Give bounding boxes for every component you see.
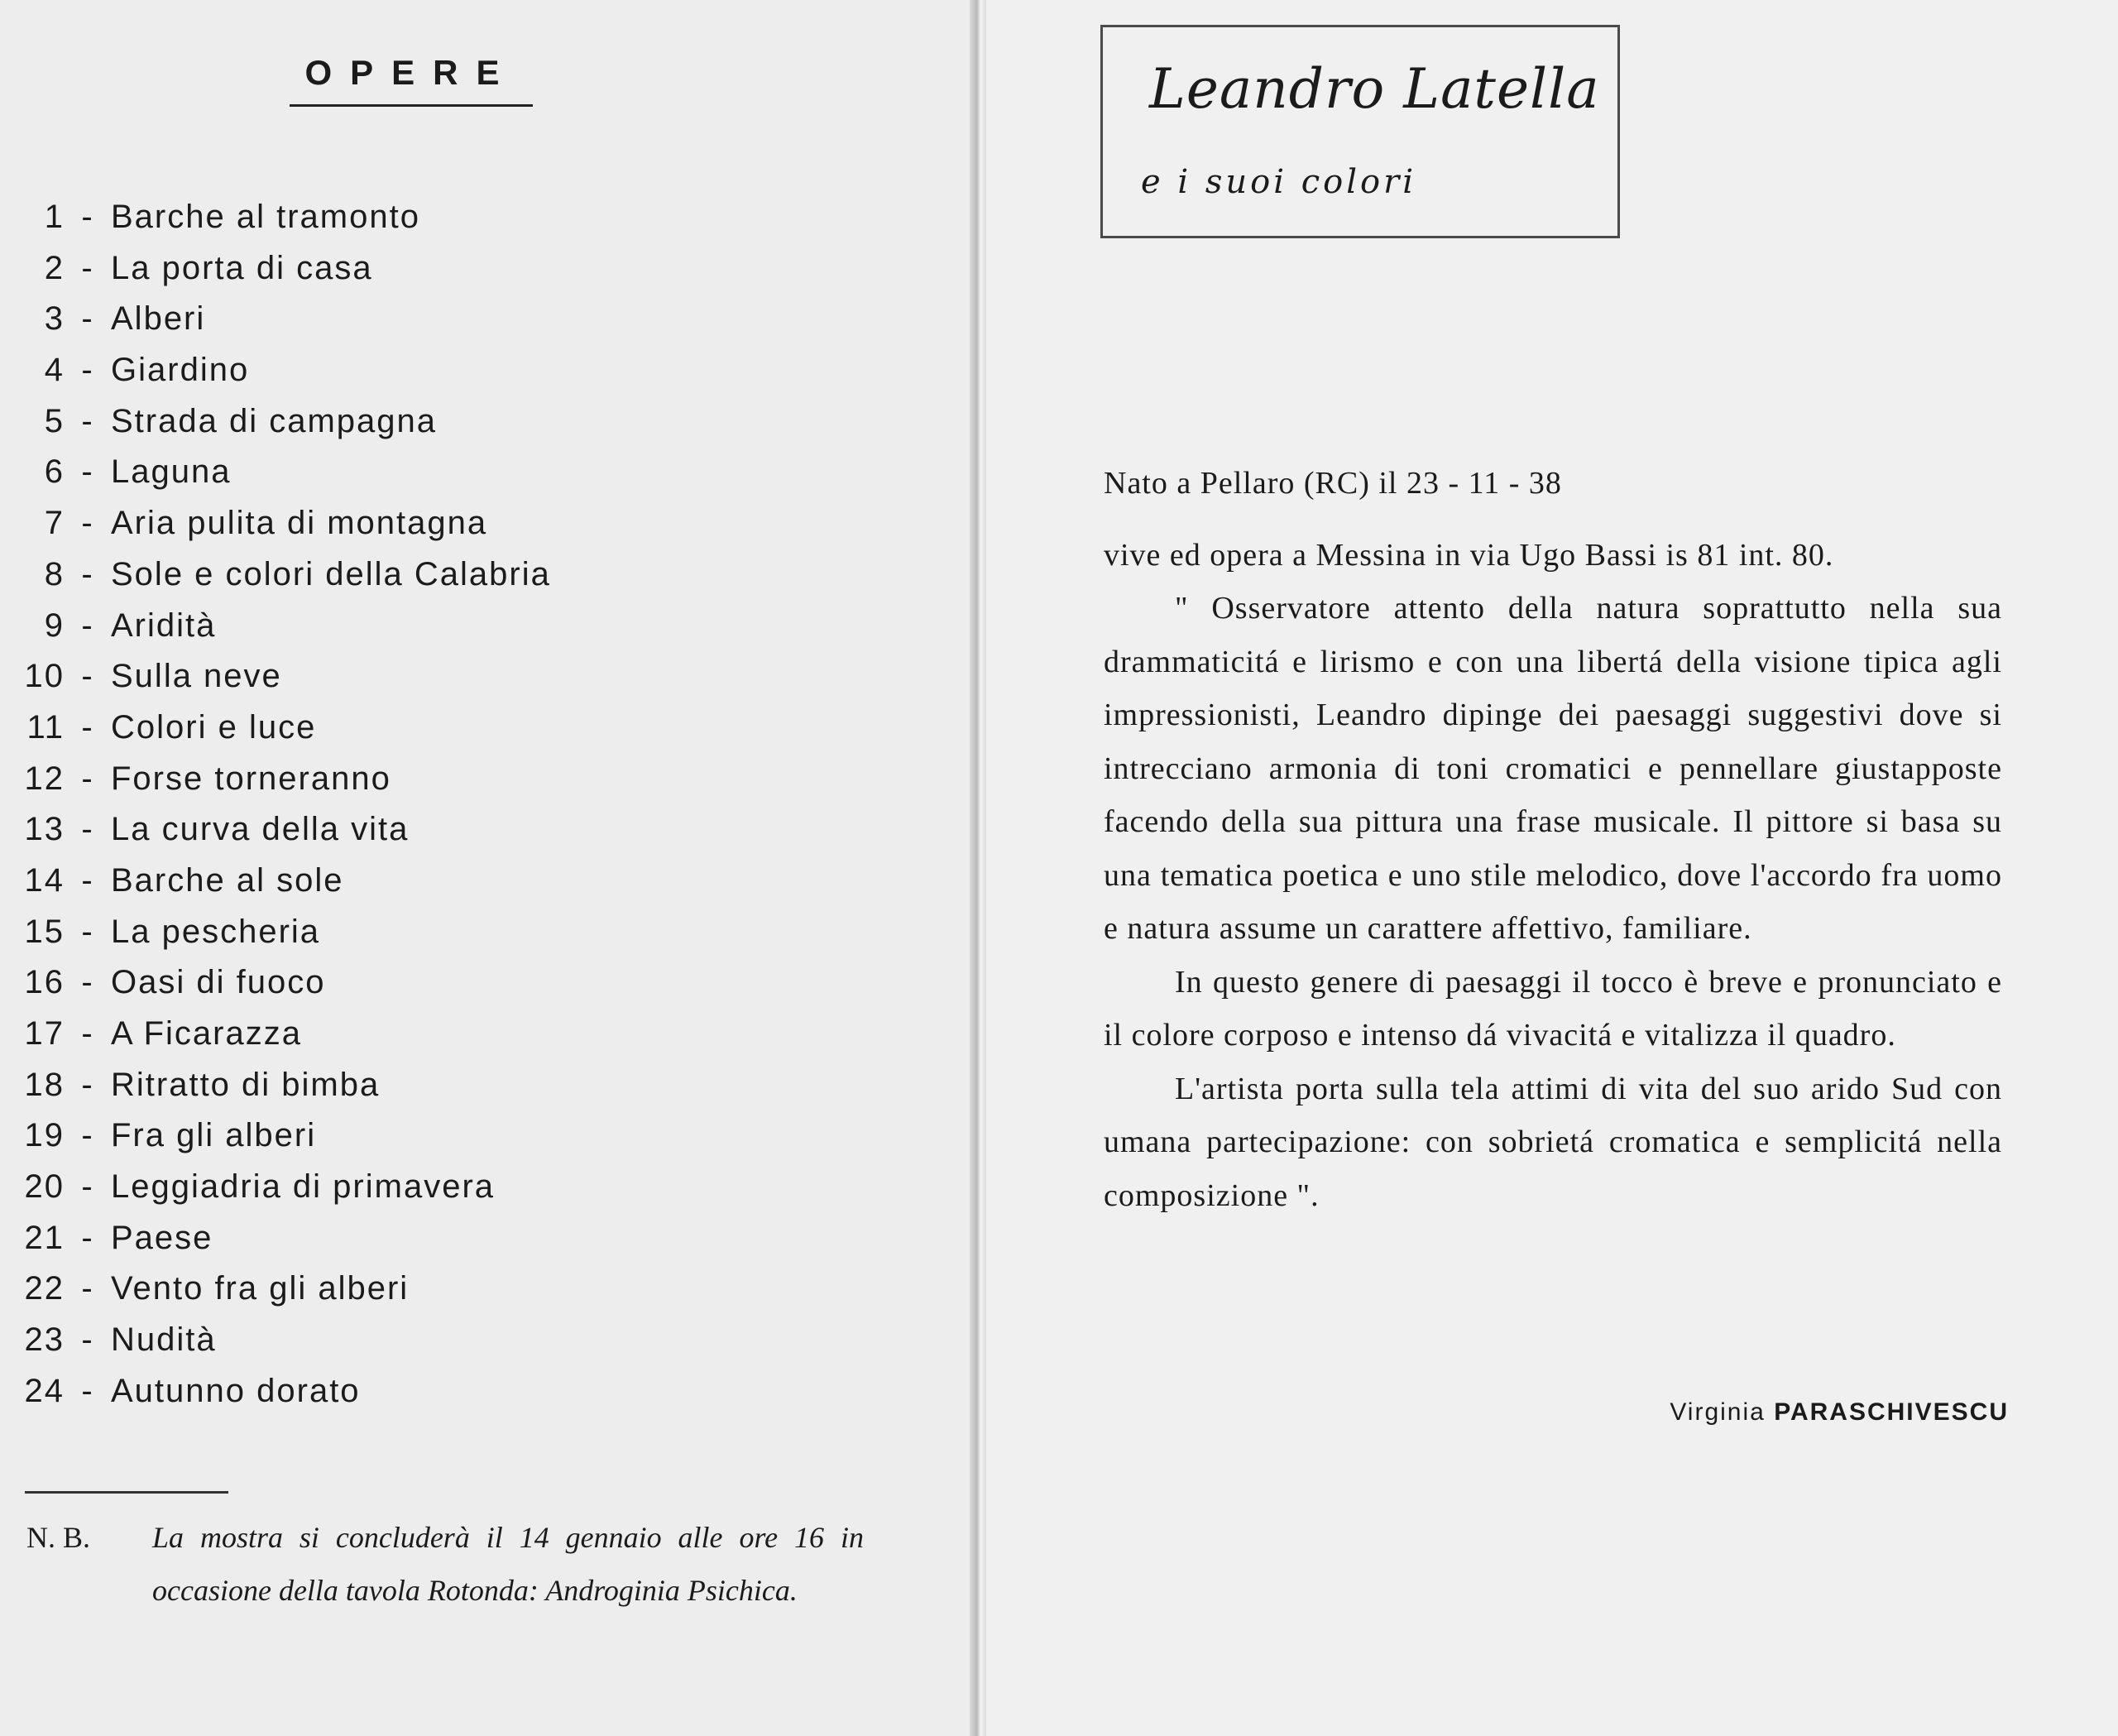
- bio-paragraph: vive ed opera a Messina in via Ugo Bassi is 81 int. 80.: [1104, 537, 1834, 573]
- work-item: 23 - Nudità: [24, 1321, 217, 1359]
- work-item: 7 - Aria pulita di montagna: [44, 505, 488, 542]
- work-item: 16 - Oasi di fuoco: [24, 964, 326, 1001]
- title-subtitle: e i suoi colori: [1141, 163, 1417, 201]
- work-item: 21 - Paese: [24, 1219, 213, 1256]
- works-list: [0, 192, 910, 1417]
- work-item: 5 - Strada di campagna: [44, 402, 438, 439]
- artist-biography: [1104, 457, 2002, 1222]
- bio-paragraph: In questo genere di paesaggi il tocco è breve e pronunciato e il colore corposo e intenso dá vivacitá e vitalizza il quadro.: [1104, 964, 2002, 1053]
- work-item: 9 - Aridità: [44, 607, 217, 644]
- title-box: [1100, 25, 1620, 238]
- signature-surname: PARASCHIVESCU: [1774, 1398, 2009, 1426]
- right-page: [986, 0, 2118, 1736]
- work-item: 2 - La porta di casa: [44, 249, 373, 286]
- page-fold: [970, 0, 988, 1736]
- left-page: [0, 0, 975, 1736]
- work-item: 17 - A Ficarazza: [24, 1015, 302, 1052]
- bio-paragraph: L'artista porta sulla tela attimi di vita del suo arido Sud con umana partecipazione: con sobrietá cromatica e semplicitá nella composizione ".: [1104, 1071, 2002, 1213]
- work-item: 4 - Giardino: [44, 352, 250, 389]
- work-item: 8 - Sole e colori della Calabria: [44, 555, 551, 592]
- work-item: 3 - Alberi: [44, 300, 206, 338]
- work-item: 18 - Ritratto di bimba: [24, 1066, 381, 1103]
- work-item: 20 - Leggiadria di primavera: [24, 1168, 496, 1206]
- works-heading: OPERE: [290, 53, 533, 107]
- bio-paragraph: " Osservatore attento della natura soprattutto nella sua drammaticitá e lirismo e con una libertá della visione tipica agli impressionisti, Leandro dipinge dei paesaggi suggestivi dove si intrecciano armonia di toni cromatici e pennellare giustapposte facendo della sua pittura una frase musicale. Il pittore si basa su una tematica poetica e uno stile melodico, dove l'accordo fra uomo e natura assume un carattere affettivo, familiare.: [1104, 591, 2002, 946]
- work-item: 6 - Laguna: [44, 453, 232, 491]
- note-divider: [25, 1491, 228, 1494]
- work-item: 12 - Forse torneranno: [24, 760, 391, 797]
- work-item: 1 - Barche al tramonto: [44, 199, 420, 235]
- note-label: N. B.: [26, 1521, 91, 1554]
- work-item: 10 - Sulla neve: [24, 658, 282, 695]
- note-text: La mostra si concluderà il 14 gennaio alle ore 16 in occasione della tavola Rotonda: Androginia Psichica.: [152, 1521, 864, 1607]
- work-item: 19 - Fra gli alberi: [24, 1117, 317, 1154]
- work-item: 15 - La pescheria: [24, 913, 321, 950]
- birth-line: Nato a Pellaro (RC) il 23 - 11 - 38: [1104, 466, 1562, 501]
- signature: [1670, 1398, 2009, 1427]
- work-item: 22 - Vento fra gli alberi: [24, 1270, 410, 1307]
- signature-first-name: Virginia: [1670, 1398, 1766, 1426]
- work-item: 14 - Barche al sole: [24, 861, 344, 899]
- artist-name: Leandro Latella: [1149, 57, 1600, 121]
- work-item: 11 - Colori e luce: [26, 708, 317, 746]
- work-item: 24 - Autunno dorato: [24, 1372, 361, 1409]
- work-item: 13 - La curva della vita: [24, 811, 410, 848]
